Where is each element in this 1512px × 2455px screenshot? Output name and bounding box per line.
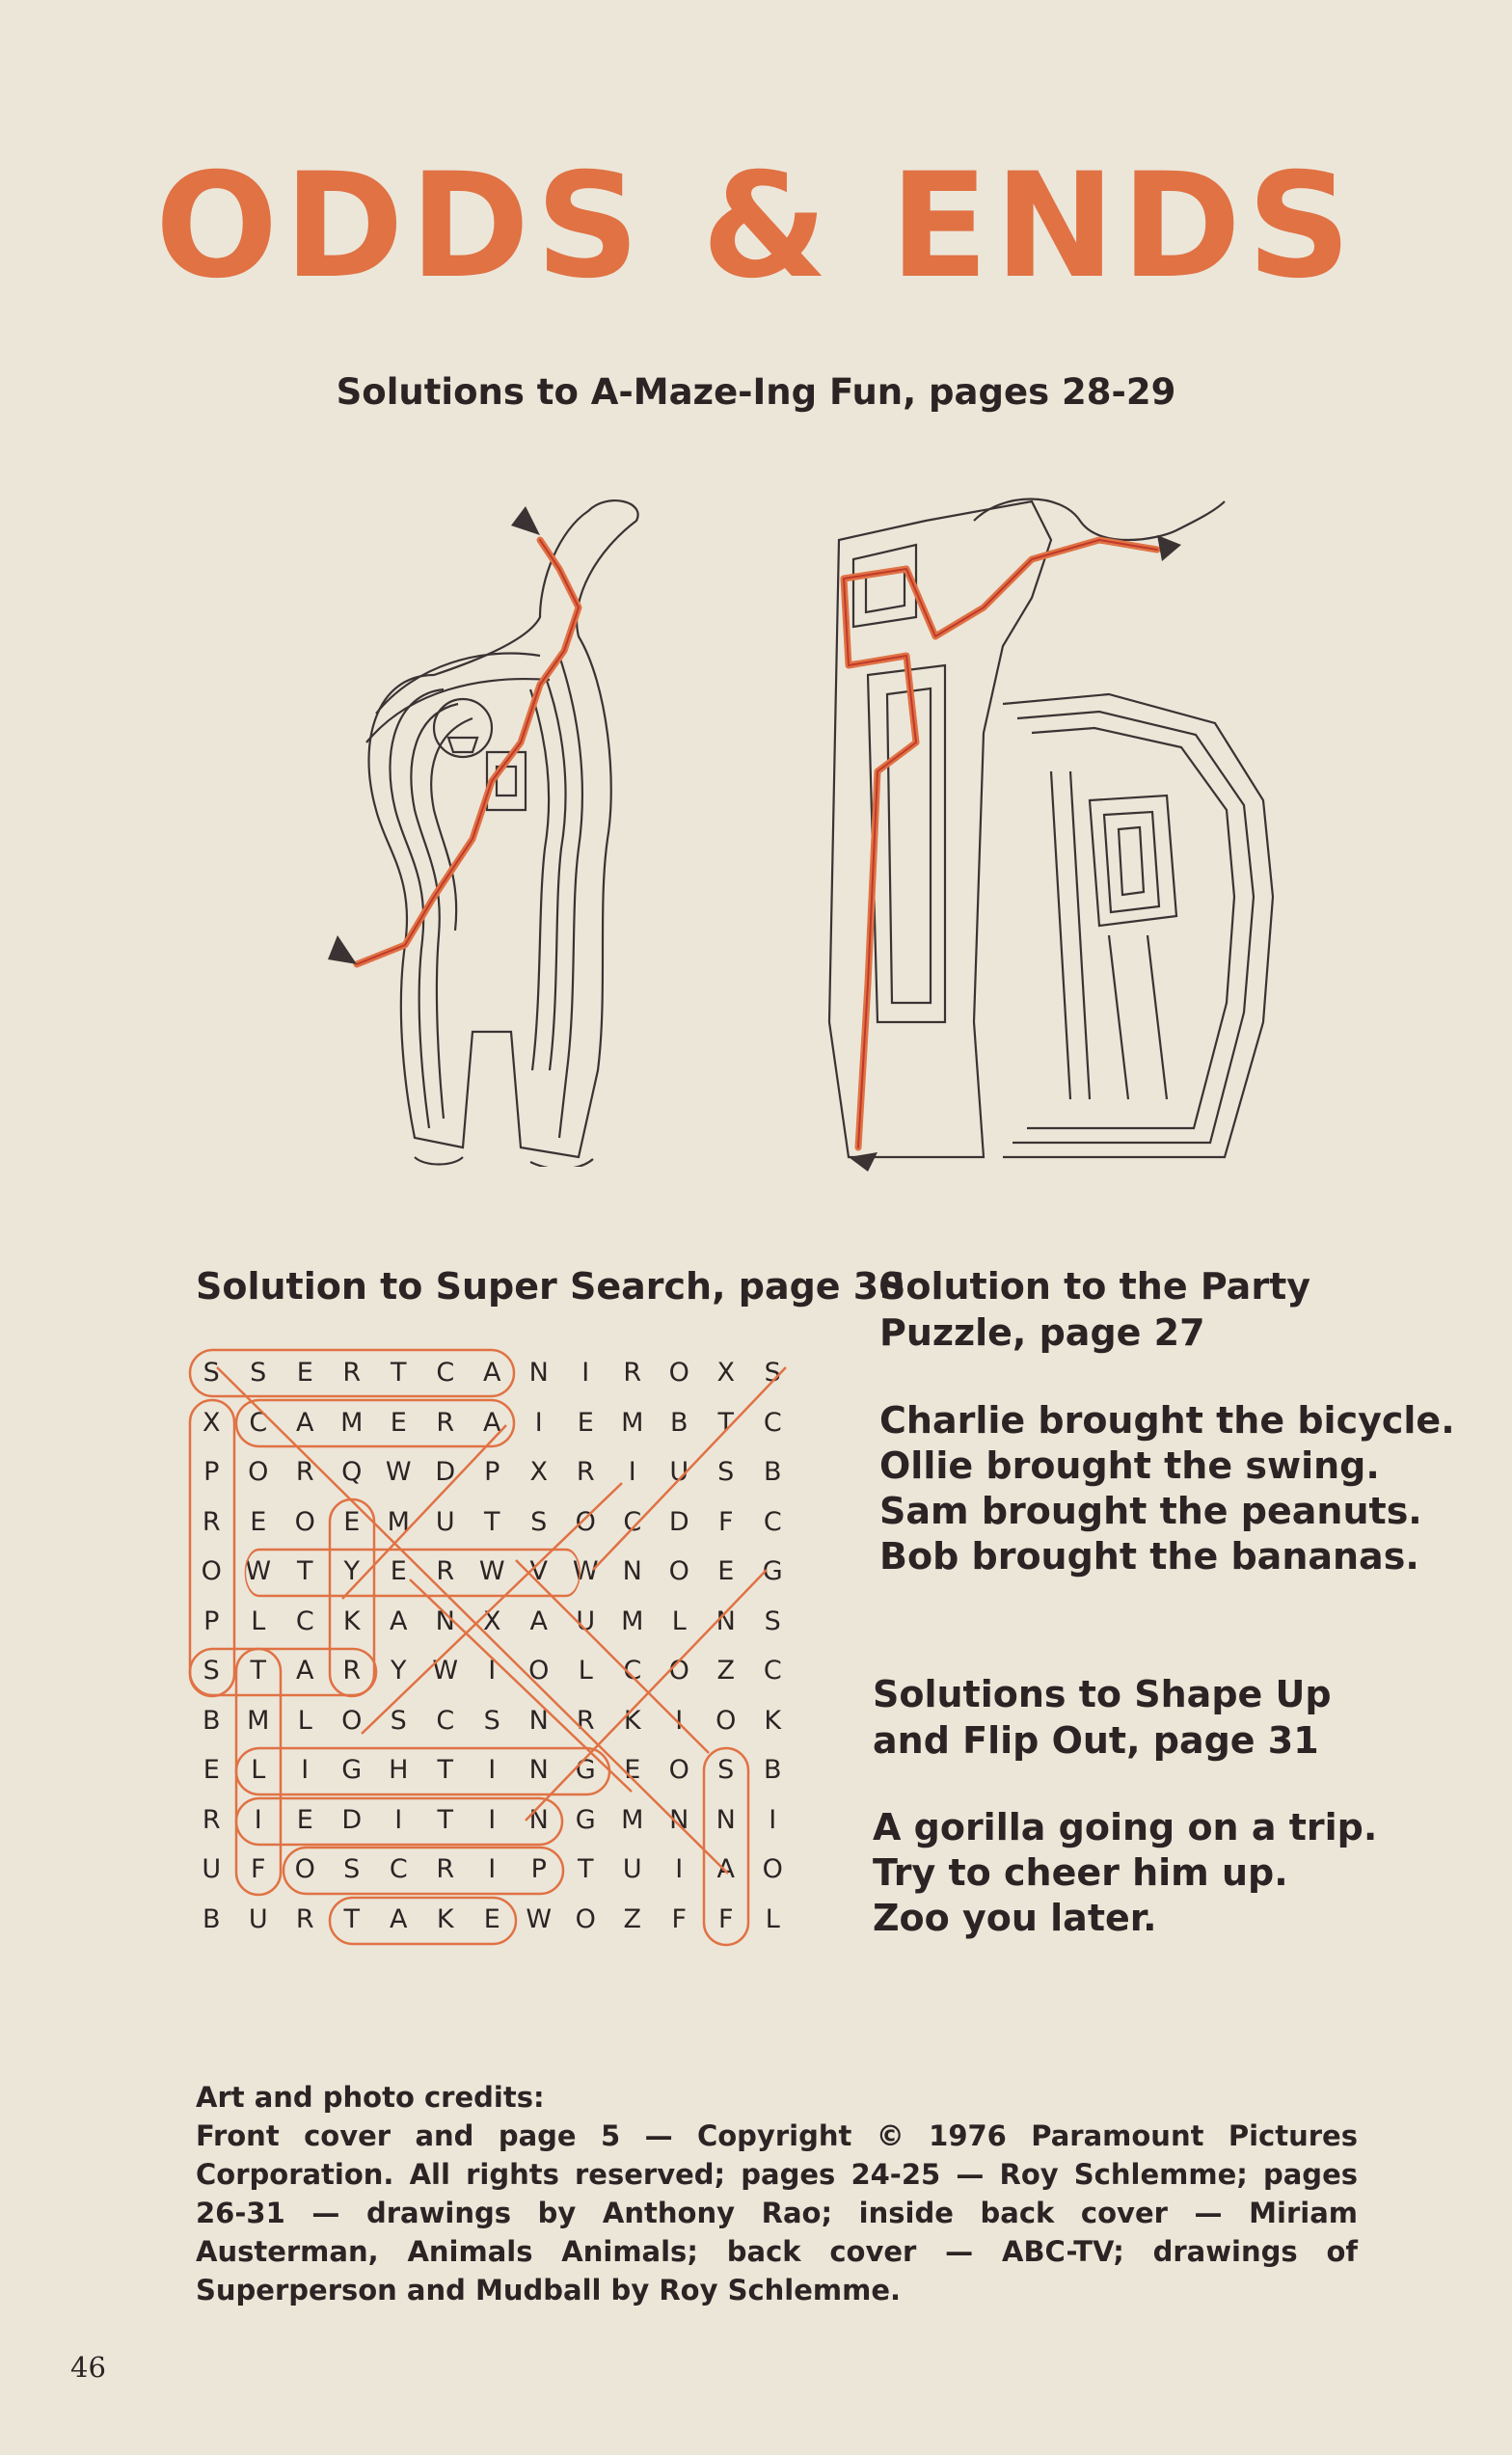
party-puzzle-heading: Solution to the Party Puzzle, page 27: [879, 1265, 1311, 1354]
word-search-letter: K: [342, 1605, 361, 1636]
word-search-letter: S: [343, 1854, 361, 1885]
word-search-letter: M: [621, 1407, 644, 1438]
word-search-letter: N: [528, 1358, 549, 1389]
word-search-letter: T: [717, 1407, 734, 1438]
word-search-letter: B: [202, 1705, 221, 1736]
word-search-letter: I: [675, 1854, 684, 1885]
word-search-letter: C: [436, 1358, 455, 1389]
word-search-letter: S: [764, 1358, 781, 1389]
credits-title: Art and photo credits:: [196, 2081, 545, 2114]
word-search-letter: K: [623, 1705, 641, 1736]
answer-line: Sam brought the peanuts.: [879, 1490, 1422, 1532]
word-search-letter: O: [668, 1755, 689, 1786]
word-search-letter: N: [669, 1804, 689, 1835]
party-puzzle-answers: [879, 1398, 1455, 1579]
word-search-letter: M: [621, 1804, 644, 1835]
word-search-letter: V: [529, 1556, 548, 1587]
word-search-heading: Solution to Super Search, page 30: [196, 1265, 904, 1308]
answer-loop: [236, 1400, 514, 1446]
word-search-letter: H: [389, 1755, 409, 1786]
word-search-letter: W: [385, 1457, 412, 1488]
word-search-letter: I: [488, 1656, 497, 1686]
answer-line: Charlie brought the bicycle.: [879, 1399, 1455, 1442]
answer-loop: [330, 1898, 516, 1944]
word-search-letter: F: [717, 1903, 734, 1934]
word-search-letter: O: [248, 1457, 269, 1488]
word-search-grid: [188, 1348, 805, 1951]
word-search-letter: C: [389, 1854, 408, 1885]
word-search-letter: A: [483, 1407, 501, 1438]
word-search-letter: S: [717, 1457, 735, 1488]
word-search-letter: E: [717, 1556, 735, 1587]
word-search-letter: O: [716, 1705, 737, 1736]
word-search-letter: R: [436, 1407, 455, 1438]
word-search-letter: N: [716, 1605, 736, 1636]
word-search-letter: O: [528, 1656, 550, 1686]
word-search-letter: O: [668, 1358, 689, 1389]
word-search-letter: M: [247, 1705, 270, 1736]
word-search-letter: O: [575, 1903, 596, 1934]
word-search-letter: R: [576, 1705, 595, 1736]
word-search-letter: A: [390, 1605, 408, 1636]
word-search-letter: P: [484, 1457, 500, 1488]
word-search-letter: A: [716, 1854, 735, 1885]
word-search-letter: Y: [343, 1556, 360, 1587]
word-search-letter: F: [671, 1903, 688, 1934]
word-search-letter: Y: [391, 1656, 407, 1686]
answer-loop: [236, 1748, 609, 1794]
word-search-letter: B: [763, 1457, 782, 1488]
word-search-letter: A: [296, 1656, 314, 1686]
word-search-letter: T: [484, 1506, 500, 1537]
word-search-letter: L: [578, 1656, 593, 1686]
word-search-letter: P: [203, 1457, 220, 1488]
word-search-letter: O: [294, 1506, 315, 1537]
word-search-letter: I: [628, 1457, 636, 1488]
word-search-letter: L: [765, 1903, 780, 1934]
word-search-letter: X: [202, 1407, 221, 1438]
word-search-letter: I: [675, 1705, 684, 1736]
word-search-letter: E: [624, 1755, 641, 1786]
word-search-letter: R: [202, 1506, 221, 1537]
word-search-letter: T: [578, 1854, 594, 1885]
word-search-letter: S: [202, 1656, 220, 1686]
word-search-letter: O: [575, 1506, 596, 1537]
word-search-letter: U: [202, 1854, 222, 1885]
word-search-letter: R: [623, 1358, 642, 1389]
answer-diagonal: [593, 1367, 786, 1570]
word-search-letter: S: [250, 1358, 267, 1389]
word-search-letter: N: [528, 1755, 549, 1786]
answer-diagonal: [516, 1560, 709, 1753]
word-search-letter: T: [437, 1755, 453, 1786]
word-search-letter: S: [202, 1358, 220, 1389]
word-search-letter: Q: [341, 1457, 363, 1488]
word-search-letter: P: [530, 1854, 547, 1885]
word-search-letter: I: [581, 1358, 590, 1389]
word-search-letter: W: [572, 1556, 599, 1587]
word-search-letter: C: [623, 1506, 642, 1537]
maze-heading: Solutions to A-Maze-Ing Fun, pages 28-29: [336, 371, 1176, 413]
word-search-letter: O: [294, 1854, 315, 1885]
word-search-letter: I: [254, 1804, 262, 1835]
word-search-letter: M: [621, 1605, 644, 1636]
word-search-letter: C: [249, 1407, 268, 1438]
word-search-letter: C: [623, 1656, 642, 1686]
answer-loop: [236, 1798, 562, 1845]
word-search-letter: C: [763, 1407, 782, 1438]
answer-line: Zoo you later.: [873, 1897, 1157, 1939]
word-search-letter: G: [762, 1556, 783, 1587]
word-search-letter: L: [671, 1605, 687, 1636]
word-search-letter: S: [530, 1506, 548, 1537]
word-search-letter: P: [203, 1605, 220, 1636]
word-search-letter: S: [764, 1605, 781, 1636]
word-search-letter: M: [340, 1407, 364, 1438]
answer-diagonal: [410, 1579, 632, 1792]
word-search-letter: C: [763, 1506, 782, 1537]
page-title-wrap: [0, 145, 1512, 309]
shape-up-answers: [873, 1805, 1377, 1941]
answer-line: Try to cheer him up.: [873, 1851, 1288, 1894]
word-search-letter: N: [528, 1705, 549, 1736]
word-search-letter: T: [437, 1804, 453, 1835]
word-search-letter: O: [668, 1656, 689, 1686]
page-title: ODDS & ENDS: [154, 143, 1358, 310]
answer-line: Bob brought the bananas.: [879, 1535, 1419, 1578]
word-search-letter: R: [436, 1854, 455, 1885]
word-search-letter: N: [622, 1556, 642, 1587]
word-search-letter: D: [435, 1457, 456, 1488]
answer-loop: [236, 1649, 281, 1895]
word-search-letter: C: [295, 1605, 314, 1636]
word-search-letter: W: [245, 1556, 272, 1587]
word-search-letter: U: [576, 1605, 596, 1636]
answer-loop: [190, 1400, 234, 1696]
word-search-letter: A: [390, 1903, 408, 1934]
word-search-answer-loops: [188, 1348, 805, 1951]
word-search-letter: I: [769, 1804, 777, 1835]
gorilla-maze-left: [318, 492, 675, 1167]
word-search-letter: G: [575, 1804, 596, 1835]
word-search-letter: A: [296, 1407, 314, 1438]
word-search-letter: L: [251, 1605, 266, 1636]
word-search-letter: A: [483, 1358, 501, 1389]
word-search-letter: K: [764, 1705, 782, 1736]
word-search-letter: N: [528, 1804, 549, 1835]
word-search-letter: E: [483, 1903, 500, 1934]
shape-up-heading: Solutions to Shape Up and Flip Out, page 31: [873, 1673, 1332, 1762]
answer-line: Ollie brought the swing.: [879, 1444, 1380, 1487]
word-search-letter: I: [301, 1755, 310, 1786]
word-search-letter: O: [762, 1854, 783, 1885]
word-search-letter: T: [391, 1358, 407, 1389]
word-search-letter: W: [478, 1556, 505, 1587]
word-search-letter: T: [343, 1903, 360, 1934]
word-search-letter: X: [716, 1358, 735, 1389]
word-search-letter: T: [297, 1556, 313, 1587]
word-search-letter: E: [577, 1407, 594, 1438]
word-search-letter: C: [763, 1656, 782, 1686]
word-search-letter: D: [668, 1506, 689, 1537]
word-search-letter: I: [488, 1755, 497, 1786]
word-search-letter: O: [668, 1556, 689, 1587]
word-search-letter: G: [341, 1755, 363, 1786]
word-search-letter: E: [343, 1506, 361, 1537]
word-search-letter: W: [432, 1656, 459, 1686]
gorilla-maze-right: [810, 482, 1311, 1176]
word-search-letter: L: [297, 1705, 312, 1736]
answer-loop: [190, 1649, 376, 1695]
word-search-letter: R: [342, 1656, 362, 1686]
answer-line: A gorilla going on a trip.: [873, 1806, 1378, 1848]
word-search-letter: O: [341, 1705, 363, 1736]
word-search-letter: U: [669, 1457, 689, 1488]
word-search-letter: R: [342, 1358, 362, 1389]
word-search-letter: S: [483, 1705, 500, 1736]
answer-loop: [704, 1748, 748, 1945]
word-search-letter: I: [394, 1804, 403, 1835]
word-search-letter: R: [295, 1903, 314, 1934]
word-search-letter: R: [202, 1804, 221, 1835]
word-search-letter: B: [202, 1903, 221, 1934]
word-search-letter: W: [526, 1903, 553, 1934]
word-search-letter: M: [387, 1506, 410, 1537]
word-search-letter: U: [622, 1854, 642, 1885]
word-search-letter: F: [717, 1506, 734, 1537]
answer-diagonal: [362, 1483, 622, 1734]
word-search-letter: U: [435, 1506, 455, 1537]
word-search-letter: S: [717, 1755, 735, 1786]
word-search-letter: Z: [623, 1903, 641, 1934]
credits-block: [196, 2078, 1358, 2309]
word-search-letter: E: [296, 1804, 313, 1835]
word-search-letter: E: [390, 1407, 407, 1438]
word-search-letter: O: [201, 1556, 222, 1587]
word-search-letter: I: [488, 1854, 497, 1885]
word-search-letter: I: [488, 1804, 497, 1835]
answer-loop: [330, 1499, 374, 1696]
word-search-letter: F: [250, 1854, 266, 1885]
word-search-letter: N: [716, 1804, 736, 1835]
credits-body: Front cover and page 5 — Copyright © 1976 Paramount Pictures Corporation. All rights reserved; pages 24-25 — Roy Schlemme; pages 26-31 — drawings by Anthony Rao; inside back cover — Miriam Austerman, Animals Animals; back cover — ABC-TV; drawings of Superperson and Mudball by Roy Schlemme.: [196, 2119, 1358, 2307]
word-search-letter: E: [296, 1358, 313, 1389]
word-search-letter: N: [435, 1605, 455, 1636]
word-search-letter: U: [248, 1903, 268, 1934]
word-search-letter: T: [250, 1656, 266, 1686]
word-search-letter: I: [534, 1407, 543, 1438]
word-search-letter: C: [436, 1705, 455, 1736]
word-search-letter: B: [669, 1407, 688, 1438]
answer-loop: [284, 1848, 563, 1894]
word-search-letter: R: [576, 1457, 595, 1488]
word-search-letter: R: [436, 1556, 455, 1587]
word-search-letter: S: [390, 1705, 407, 1736]
word-search-letter: E: [202, 1755, 220, 1786]
word-search-letter: A: [529, 1605, 548, 1636]
word-search-letter: K: [436, 1903, 454, 1934]
word-search-letter: E: [390, 1556, 407, 1587]
word-search-letter: X: [483, 1605, 501, 1636]
word-search-letter: E: [250, 1506, 267, 1537]
word-search-letter: Z: [716, 1656, 735, 1686]
word-search-letter: D: [341, 1804, 363, 1835]
page-number: 46: [70, 2351, 106, 2384]
word-search-letter: L: [251, 1755, 266, 1786]
word-search-letter: B: [763, 1755, 782, 1786]
word-search-letter: X: [529, 1457, 548, 1488]
word-search-letter: R: [295, 1457, 314, 1488]
word-search-letter: G: [575, 1755, 596, 1786]
